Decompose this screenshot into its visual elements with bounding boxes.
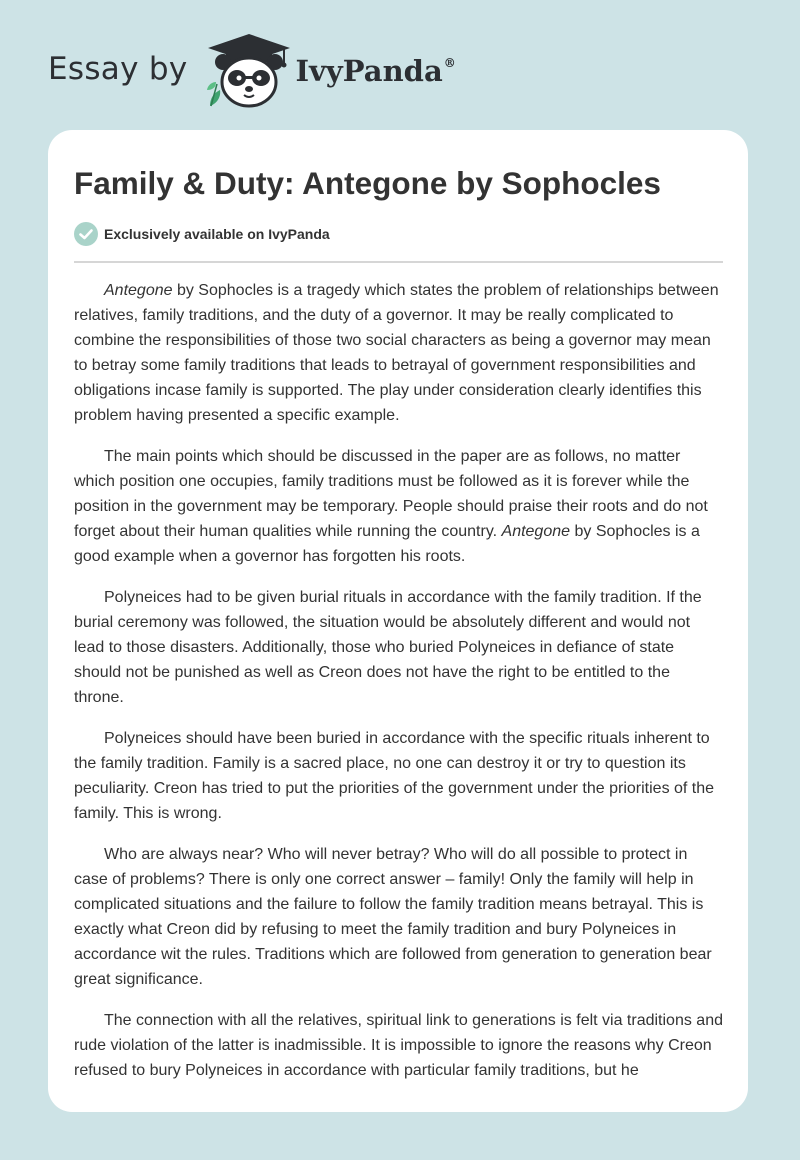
paragraph: Who are always near? Who will never betray? Who will do all possible to protect in case of problems? There is only one correct answer – family! Only the family will help in complicated situations and the failure to follow the family tradition means betrayal. This is exactly what Creon did by refusing to meet the family tradition and bury Polyneices in accordance wit the rules. Traditions which are followed from generation to generation bear great significance. [74, 846, 712, 988]
check-circle-icon [74, 222, 98, 246]
essay-card [48, 130, 748, 1112]
page-title: Family & Duty: Antegone by Sophocles [74, 165, 661, 201]
site-header [48, 32, 456, 112]
brand-prefix: Essay by [48, 51, 188, 87]
work-title: Antegone [104, 282, 173, 299]
paragraph: Antegone by Sophocles is a tragedy which states the problem of relationships between relatives, family traditions, and the duty of a governor. It may be really complicated to combine the responsibilities of those two social characters as being a governor may mean to betray some family traditions that leads to betrayal of government responsibilities and obligations incase family is supported. The play under consideration clearly identifies this problem having presented a specific example. [74, 282, 719, 424]
paragraph: Polyneices had to be given burial rituals in accordance with the family tradition. If the burial ceremony was followed, the situation would be absolutely different and would not lead to those disasters. Additionally, those who buried Polyneices in defiance of state should not be punished as well as Creon does not have the right to be entitled to the throne. [74, 589, 702, 706]
brand-name[interactable]: IvyPanda® [295, 54, 456, 88]
paragraph: The connection with all the relatives, spiritual link to generations is felt via traditions and rude violation of the latter is inadmissible. It is impossible to ignore the reasons why Creon refused to bury Polyneices in accordance with particular family traditions, but he [74, 1012, 723, 1079]
availability-badge [74, 222, 330, 246]
paragraph: The main points which should be discussed in the paper are as follows, no matter which position one occupies, family traditions must be followed as it is forever while the position in the government may be temporary. People should praise their roots and do not forget about their human qualities while running the country. Antegone by Sophocles is a good example when a governor has forgotten his roots. [74, 448, 708, 565]
work-title: Antegone [501, 523, 571, 540]
ivy-leaf-icon [207, 82, 220, 106]
panda-graduate-logo[interactable] [204, 32, 294, 112]
essay-body [74, 278, 724, 1099]
availability-label: Exclusively available on IvyPanda [104, 226, 330, 242]
divider [74, 261, 723, 263]
paragraph: Polyneices should have been buried in accordance with the specific rituals inherent to the family tradition. Family is a sacred place, no one can destroy it or try to question its peculiarity. Creon has tried to put the priorities of the government under the priorities of the family. This is wrong. [74, 730, 715, 822]
